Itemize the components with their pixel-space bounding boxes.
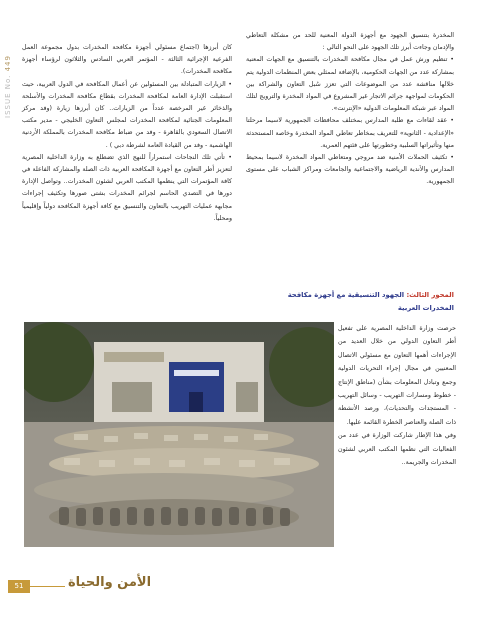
bullet-paragraph: • الزيارات المتبادلة بين المسئولين عن أعمال المكافحة في الدول العربية، حيث استقبلت الإدارة العامة لمكافحة المخدرات بقطاع مكافحة المخدرات والأسلحة والذخائر غير المرخصة عدداً من الزيارات.. كان أبرزها زيارة (وفد مركز المعلومات الجنائية لمكافحة المخدرات لمجلس التعاون الخليجي - مدير مكتب الاتصال السعودي بالقاهرة - وفد من ضباط مكافحة المخدرات بالمملكة الأردنية الهاشمية - وفد من القيادة العامة لشرطة دبي ) .: [22, 80, 232, 149]
issue-number: [4, 38, 18, 118]
bullet-paragraph: • تنظيم ورش عمل في مجال مكافحة المخدرات بالتنسيق مع الجهات المعنية بمشاركة عدد من الجهات الحكومية، بالإضافة لممثلي بعض المنظمات الدولية يتم خلالها مناقشة عدد من الموضوعات التي تعزز سُبل التعاون والشراكة بين الحكومات لمواجهة جرائم الاتجار غير المشروع في المواد المخدرة والترويج لتلك المواد عبر شبكة المعلومات الدولية «الإنترنت».: [246, 56, 454, 113]
section-heading: [246, 289, 454, 315]
page-number: 51: [8, 580, 30, 593]
page-footer: [0, 572, 480, 617]
bullet-paragraph: • تكثيف الحملات الأمنية ضد مروجي ومتعاطي المواد المخدرة لاسيما بمحيط المدارس والأندية الرياضية والاجتماعية والجامعات ومراكز الشباب على مستوى الجمهورية.: [246, 154, 454, 186]
issue-value: 449: [4, 55, 12, 72]
seized-drugs-photo: [24, 322, 334, 547]
right-column: [246, 30, 454, 189]
photo-side-column: [338, 322, 456, 469]
section-subtitle: المخدرات العربية: [397, 304, 454, 312]
paragraph: كان أبرزها (اجتماع مسئولي أجهزة مكافحة المخدرات بدول مجموعة العمل الفرعية الإجرائية الثالثة - المؤتمر العربي السادس والثلاثون لرؤساء أجهزة مكافحة المخدرات).: [22, 44, 232, 76]
issue-label: ISSUE No.: [4, 74, 12, 118]
bullet-paragraph: • تأتي تلك النجاحات استمراراً للنهج الذي تضطلع به وزارة الداخلية المصرية لتعزيز أطر التعاون مع أجهزة المكافحة العربية ذات الصلة والمشاركة الفاعلة في كافة المؤتمرات التي ينظمها المكتب العربي لشئون المخدرات.. وتواصل الإدارة دورها في التصدي الحاسم لجرائم المخدرات بشتى صورها وتكثيف إجراءات مجابهة عمليات التهريب بالتعاون والتنسيق مع كافة أجهزة المكافحة دولياً وإقليمياً ومحلياً.: [22, 153, 232, 222]
footer-divider: [30, 586, 65, 587]
bullet-paragraph: • عقد لقاءات مع طلبة المدارس بمختلف محافظات الجمهورية لاسيما مرحلتا «الإعدادية - الثانوية» للتعريف بمخاطر تعاطي المواد المخدرة وخاصة المستحدثة منها وتأثيراتها السلبية وخطورتها على فئتهم العمرية.: [246, 117, 454, 149]
paragraph: حرصت وزارة الداخلية المصرية على تفعيل أطر التعاون الدولي من خلال العديد من الإجراءات أهمها التعاون مع مسئولي الاتصال المعنيين في مجال إجراء التحريات الدولية وجمع وتبادل المعلومات بشأن (مناطق الإنتاج - خطوط ومسارات التهريب - وسائل التهريب - المستجدات والتحديات)، ورصد الأنشطة ذات الصلة والعناصر الخطرة القائمة عليها.: [338, 325, 456, 426]
magazine-logo: الأمن والحياة: [68, 575, 152, 590]
section-prefix: المحور الثالث:: [406, 291, 454, 299]
section-title: الجهود التنسيقية مع أجهزة مكافحة: [287, 291, 407, 299]
paragraph: المخدرة بتنسيق الجهود مع أجهزة الدولة المعنية للحد من مشكلة التعاطي والإدمان وجاءت أبرز تلك الجهود على النحو التالي :: [246, 32, 454, 52]
paragraph: وفي هذا الإطار شاركت الوزارة في عدد من الفعاليات التي نظمها المكتب العربي لشئون المخدرات والجريمة..: [338, 432, 456, 467]
left-column: [22, 42, 232, 225]
